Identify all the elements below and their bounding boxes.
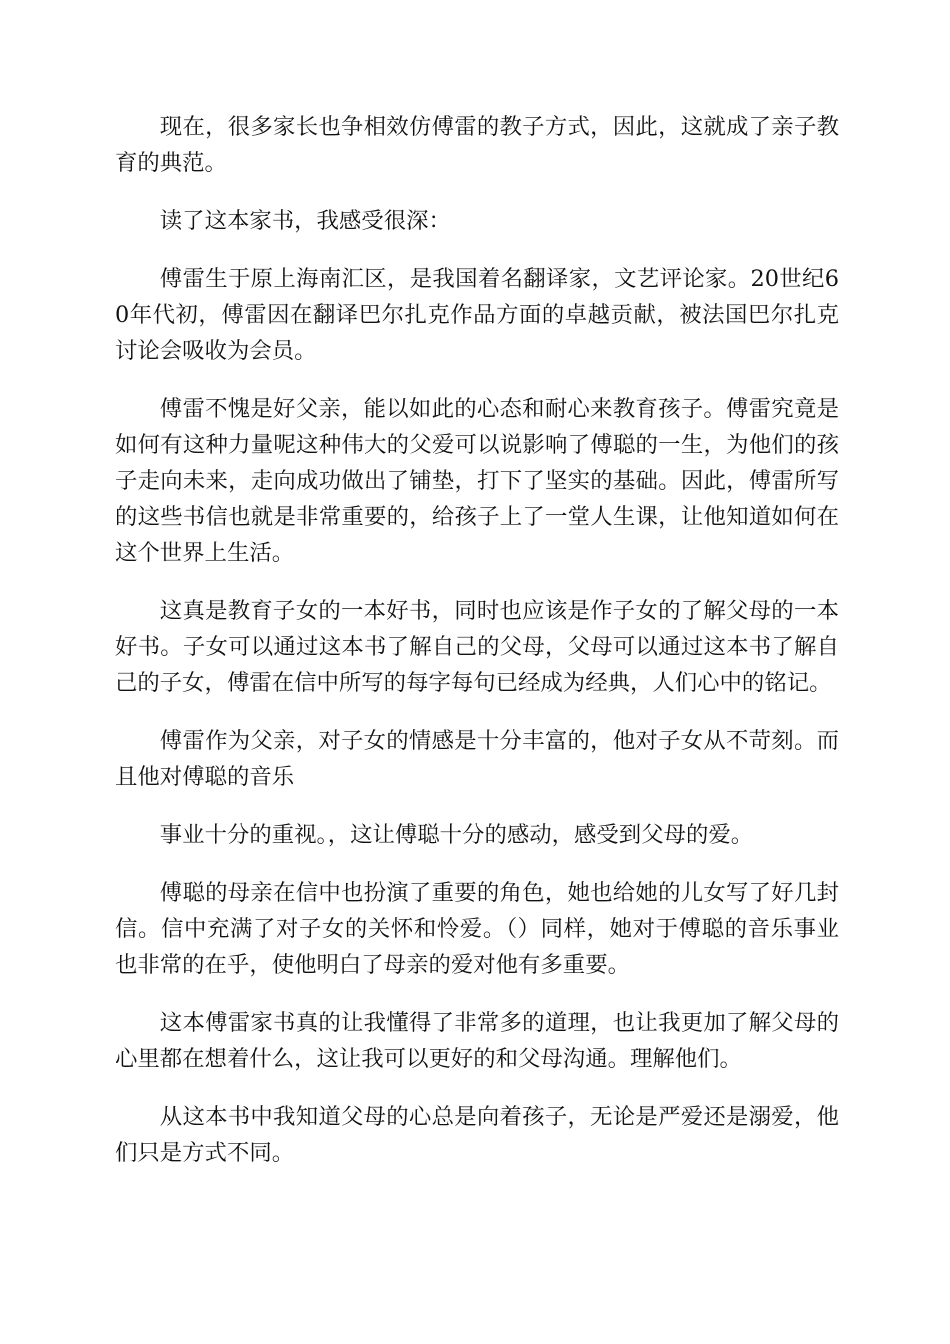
- paragraph-10: 从这本书中我知道父母的心总是向着孩子，无论是严爱还是溺爱，他们只是方式不同。: [115, 1104, 839, 1166]
- paragraph-5: 这真是教育子女的一本好书，同时也应该是作子女的了解父母的一本好书。子女可以通过这本书了解自己的父母，父母可以通过这本书了解自己的子女，傅雷在信中所写的每字每句已经成为经典，人们心中的铭记。: [115, 598, 839, 696]
- paragraph-3: 傅雷生于原上海南汇区，是我国着名翻译家，文艺评论家。20世纪60年代初，傅雷因在翻译巴尔扎克作品方面的卓越贡献，被法国巴尔扎克讨论会吸收为会员。: [115, 266, 839, 364]
- paragraph-2: 读了这本家书，我感受很深：: [159, 208, 451, 234]
- paragraph-7: 事业十分的重视。，这让傅聪十分的感动，感受到父母的爱。: [159, 822, 754, 848]
- paragraph-4: 傅雷不愧是好父亲，能以如此的心态和耐心来教育孩子。傅雷究竟是如何有这种力量呢这种伟大的父爱可以说影响了傅聪的一生，为他们的孩子走向未来，走向成功做出了铺垫，打下了坚实的基础。因此，傅雷所写的这些书信也就是非常重要的，给孩子上了一堂人生课，让他知道如何在这个世界上生活。: [115, 396, 839, 566]
- paragraph-8: 傅聪的母亲在信中也扮演了重要的角色，她也给她的儿女写了好几封信。信中充满了对子女的关怀和怜爱。（）同样，她对于傅聪的音乐事业也非常的在乎，使他明白了母亲的爱对他有多重要。: [115, 880, 839, 978]
- paragraph-9: 这本傅雷家书真的让我懂得了非常多的道理，也让我更加了解父母的心里都在想着什么，这让我可以更好的和父母沟通。理解他们。: [115, 1010, 839, 1072]
- paragraph-6: 傅雷作为父亲，对子女的情感是十分丰富的，他对子女从不苛刻。而且他对傅聪的音乐: [115, 728, 839, 790]
- paragraph-1: 现在，很多家长也争相效仿傅雷的教子方式，因此，这就成了亲子教育的典范。: [115, 114, 839, 176]
- document-body: [115, 109, 839, 1193]
